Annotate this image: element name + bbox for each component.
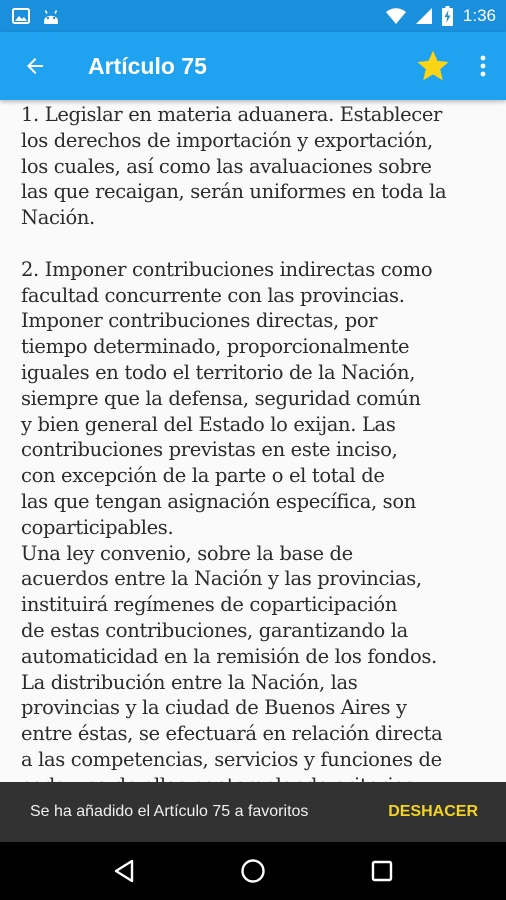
nav-recents-button[interactable] bbox=[352, 842, 412, 900]
snackbar bbox=[0, 782, 506, 842]
article-content[interactable] bbox=[0, 100, 506, 782]
navigation-bar bbox=[0, 842, 506, 900]
nav-home-button[interactable] bbox=[223, 842, 283, 900]
signal-icon bbox=[416, 8, 432, 24]
status-right bbox=[386, 6, 496, 26]
nav-recents-icon bbox=[371, 860, 393, 882]
status-left bbox=[12, 7, 60, 25]
star-icon bbox=[415, 48, 451, 84]
page-title: Artículo 75 bbox=[88, 52, 207, 79]
more-options-button[interactable] bbox=[460, 32, 506, 100]
article-paragraph: Una ley convenio, sobre la base de acuerdos entre la Nación y las provincias, instituirá regímenes de coparticipación de estas contribuciones, garantizando la automaticidad en la remisión de los fondos. La distribución entre la Nación, las provincias y la ciudad de Buenos Aires y entre éstas, se efectuará en relación directa a las competencias, servicios y funciones de bbox=[21, 541, 443, 771]
more-vert-icon bbox=[479, 54, 487, 78]
article-paragraph: 1. Legislar en materia aduanera. Establecer los derechos de importación y exportación, los cuales, así como las avaluaciones sobre las que recaigan, serán uniformes en toda la Nación. bbox=[21, 103, 447, 230]
arrow-back-icon bbox=[23, 54, 47, 78]
wifi-icon bbox=[386, 8, 406, 24]
favorite-button[interactable] bbox=[406, 32, 460, 100]
nav-home-icon bbox=[240, 858, 266, 884]
article-paragraph: 2. Imponer contribuciones indirectas como facultad concurrente con las provincias. Imponer contribuciones directas, por tiempo determinado, proporcionalmente iguales en todo el territorio de la Nación, siempre que la defensa, seguridad común y bien general del Estado lo exijan. Las contribuciones previstas en este inciso, con excepción de la parte o el total de las que tengan asignación específica, son coparticipables. bbox=[21, 257, 433, 539]
nav-back-icon bbox=[113, 859, 135, 883]
image-notification-icon bbox=[12, 7, 30, 25]
undo-button[interactable]: DESHACER bbox=[388, 803, 478, 820]
app-bar bbox=[0, 32, 506, 100]
back-button[interactable] bbox=[0, 32, 70, 100]
nav-back-button[interactable] bbox=[94, 842, 154, 900]
battery-charging-icon bbox=[442, 6, 453, 26]
android-notification-icon bbox=[42, 7, 60, 25]
snackbar-message: Se ha añadido el Artículo 75 a favoritos bbox=[30, 803, 309, 820]
status-bar bbox=[0, 0, 506, 32]
status-time: 1:36 bbox=[462, 6, 496, 25]
